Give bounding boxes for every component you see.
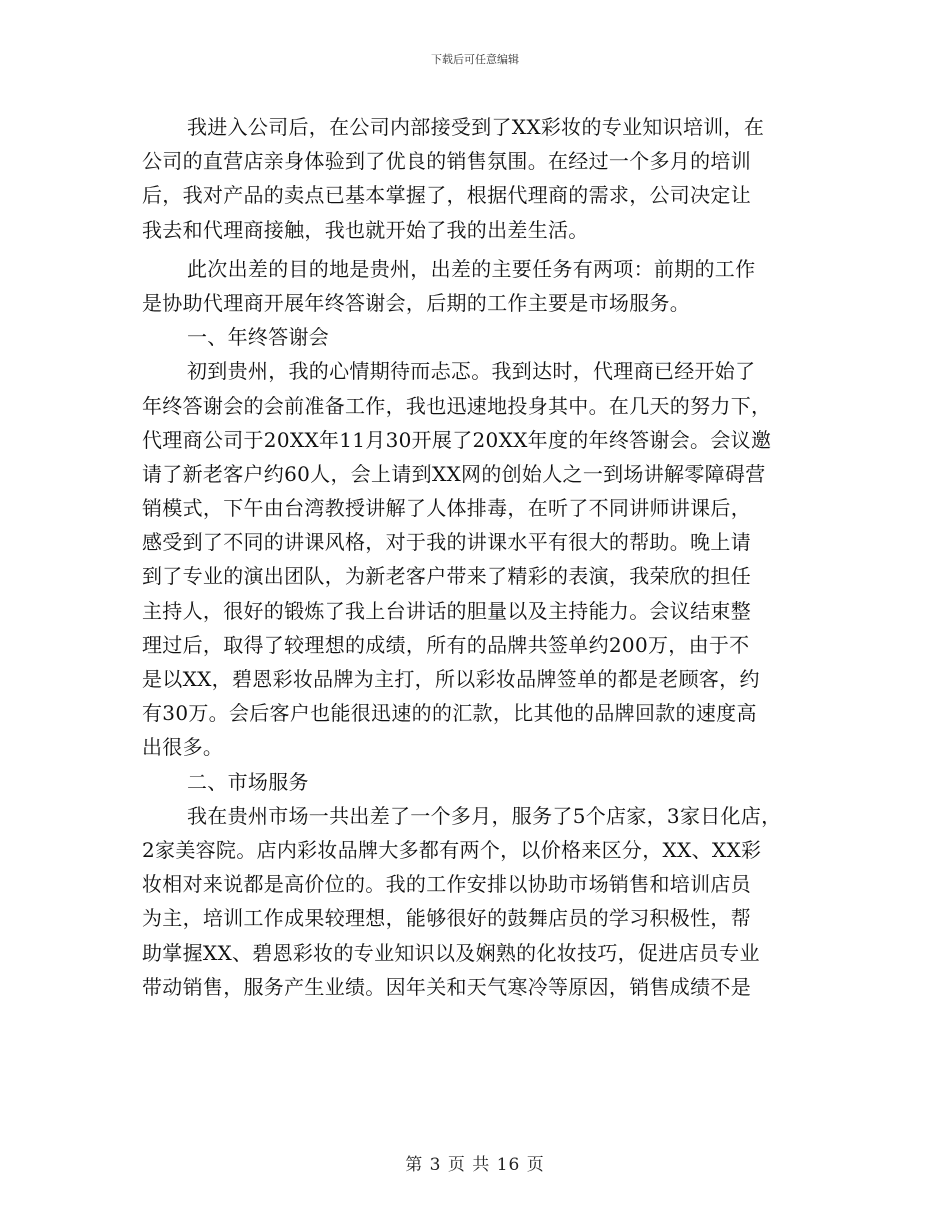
paragraph-line: 感受到了不同的讲课风格，对于我的讲课水平有很大的帮助。晚上请 bbox=[142, 530, 751, 555]
document-body bbox=[142, 110, 810, 1004]
paragraph-line: 助掌握XX、碧恩彩妆的专业知识以及娴熟的化妆技巧，促进店员专业 bbox=[142, 940, 760, 965]
paragraph-line: 年终答谢会的会前准备工作，我也迅速地投身其中。在几天的努力下， bbox=[142, 393, 772, 418]
paragraph-line: 是以XX，碧恩彩妆品牌为主打，所以彩妆品牌签单的都是老顾客，约 bbox=[142, 667, 760, 691]
paragraph-line: 初到贵州，我的心情期待而忐忑。我到达时，代理商已经开始了 bbox=[187, 359, 756, 384]
paragraph-line: 我去和代理商接触，我也就开始了我的出差生活。 bbox=[142, 217, 589, 242]
paragraph-line: 我进入公司后，在公司内部接受到了XX彩妆的专业知识培训，在 bbox=[187, 115, 765, 139]
paragraph-line: 代理商公司于20XX年11月30开展了20XX年度的年终答谢会。会议邀 bbox=[142, 427, 772, 452]
section-heading: 一、年终答谢会 bbox=[187, 325, 330, 350]
paragraph-line: 主持人，很好的锻炼了我上台讲话的胆量以及主持能力。会议结束整 bbox=[142, 598, 751, 623]
paragraph-line: 带动销售，服务产生业绩。因年关和天气寒冷等原因，销售成绩不是 bbox=[142, 974, 751, 999]
paragraph-line: 2家美容院。店内彩妆品牌大多都有两个，以价格来区分，XX、XX彩 bbox=[142, 837, 762, 862]
paragraph-line: 出很多。 bbox=[142, 735, 224, 760]
page-number-footer: 第 3 页 共 16 页 bbox=[405, 1155, 545, 1175]
paragraph-line: 妆相对来说都是高价位的。我的工作安排以协助市场销售和培训店员 bbox=[142, 872, 751, 897]
paragraph-line: 公司的直营店亲身体验到了优良的销售氛围。在经过一个多月的培训 bbox=[142, 149, 751, 174]
paragraph-line: 后，我对产品的卖点已基本掌握了，根据代理商的需求，公司决定让 bbox=[142, 183, 751, 208]
paragraph-line: 此次出差的目的地是贵州，出差的主要任务有两项：前期的工作 bbox=[187, 256, 756, 281]
paragraph-line: 理过后，取得了较理想的成绩，所有的品牌共签单约200万，由于不 bbox=[142, 632, 750, 657]
paragraph-line: 到了专业的演出团队，为新老客户带来了精彩的表演，我荣欣的担任 bbox=[142, 564, 751, 589]
paragraph-line: 为主，培训工作成果较理想，能够很好的鼓舞店员的学习积极性，帮 bbox=[142, 906, 751, 931]
paragraph-line: 有30万。会后客户也能很迅速的的汇款，比其他的品牌回款的速度高 bbox=[142, 701, 757, 726]
page-header: 下载后可任意编辑 bbox=[431, 53, 519, 66]
section-heading: 二、市场服务 bbox=[187, 769, 309, 794]
paragraph-line: 请了新老客户约60人，会上请到XX网的创始人之一到场讲解零障碍营 bbox=[142, 461, 766, 486]
paragraph-line: 是协助代理商开展年终答谢会，后期的工作主要是市场服务。 bbox=[142, 290, 691, 315]
paragraph-line: 销模式，下午由台湾教授讲解了人体排毒，在听了不同讲师讲课后， bbox=[142, 496, 751, 521]
paragraph-line: 我在贵州市场一共出差了一个多月，服务了5个店家，3家日化店， bbox=[187, 803, 782, 828]
